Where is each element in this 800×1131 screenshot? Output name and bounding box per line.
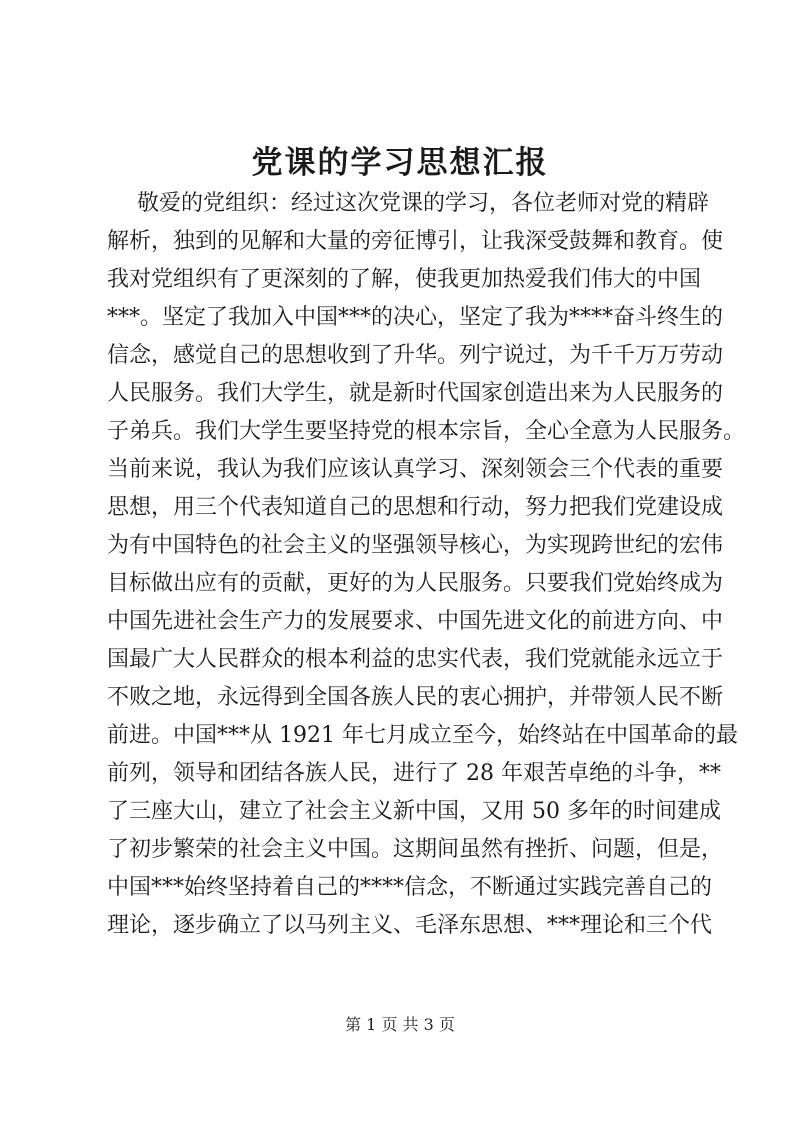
body-line: 信念，感觉自己的思想收到了升华。列宁说过，为千千万万劳动: [107, 343, 724, 368]
body-line: 敬爱的党组织：经过这次党课的学习，各位老师对党的精辟: [137, 191, 710, 216]
body-line: 目标做出应有的贡献，更好的为人民服务。只要我们党始终成为: [107, 571, 724, 596]
document-body: [107, 185, 746, 945]
body-line: 当前来说，我认为我们应该认真学习、深刻领会三个代表的重要: [107, 457, 724, 482]
body-line: 国最广大人民群众的根本利益的忠实代表，我们党就能永远立于: [107, 647, 724, 672]
body-line: 了初步繁荣的社会主义中国。这期间虽然有挫折、问题，但是，: [107, 837, 724, 862]
body-line: 解析，独到的见解和大量的旁征博引，让我深受鼓舞和教育。使: [107, 229, 724, 254]
body-line: 人民服务。我们大学生，就是新时代国家创造出来为人民服务的: [107, 381, 724, 406]
body-line: 中国先进社会生产力的发展要求、中国先进文化的前进方向、中: [107, 609, 724, 634]
body-line: 不败之地，永远得到全国各族人民的衷心拥护，并带领人民不断: [107, 685, 724, 710]
body-line: 了三座大山，建立了社会主义新中国，又用 50 多年的时间建成: [107, 799, 721, 824]
body-line: 中国***始终坚持着自己的****信念，不断通过实践完善自己的: [107, 875, 713, 900]
body-line: 为有中国特色的社会主义的坚强领导核心，为实现跨世纪的宏伟: [107, 533, 724, 558]
body-line: 子弟兵。我们大学生要坚持党的根本宗旨，全心全意为人民服务。: [107, 419, 746, 444]
body-line: 前列，领导和团结各族人民，进行了 28 年艰苦卓绝的斗争，**: [107, 761, 721, 786]
body-line: 我对党组织有了更深刻的了解，使我更加热爱我们伟大的中国: [107, 267, 702, 292]
body-line: 思想，用三个代表知道自己的思想和行动，努力把我们党建设成: [107, 495, 724, 520]
page-footer: 第 1 页 共 3 页: [345, 1015, 455, 1034]
body-line: 前进。中国***从 1921 年七月成立至今，始终站在中国革命的最: [107, 723, 738, 748]
document-title: 党课的学习思想汇报: [251, 145, 549, 181]
body-line: ***。坚定了我加入中国***的决心，坚定了我为****奋斗终生的: [107, 305, 724, 330]
body-line: 理论，逐步确立了以马列主义、毛泽东思想、***理论和三个代: [107, 913, 713, 938]
